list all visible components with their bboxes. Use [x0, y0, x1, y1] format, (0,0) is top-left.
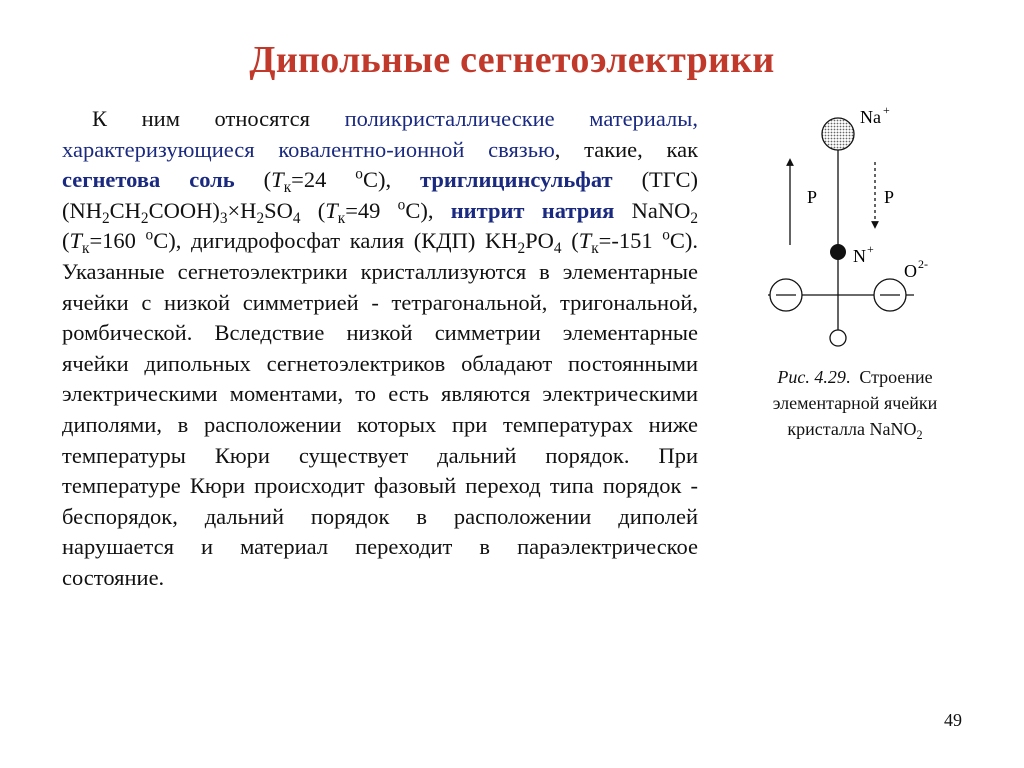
n-charge: +: [867, 242, 874, 256]
text-run: CH: [109, 197, 141, 223]
text-run: =49: [345, 197, 381, 223]
highlighted-text: поликристаллические материалы, характеризующиеся ковалентно-ионной связью: [62, 106, 699, 162]
subscript: к: [337, 209, 346, 227]
na-charge: +: [883, 103, 890, 117]
text-run: (: [317, 197, 326, 223]
text-run: , такие, как: [554, 136, 699, 162]
n-label: N: [853, 246, 866, 266]
subscript: 2: [690, 209, 698, 227]
p-label-right: P: [884, 187, 895, 207]
highlighted-term: нитрит натрия: [450, 197, 615, 223]
text-run: SO: [264, 197, 293, 223]
text-run: PO: [525, 228, 554, 254]
n-ion: [830, 244, 846, 260]
text-run: (: [62, 228, 70, 254]
superscript: o: [355, 165, 363, 183]
highlighted-term: сегнетова соль: [62, 167, 235, 193]
o-charge: 2-: [918, 257, 928, 271]
body-text: [62, 104, 698, 594]
o-label: O: [904, 261, 917, 281]
text-run: =24: [291, 167, 327, 193]
subscript: к: [82, 240, 90, 258]
subscript: 4: [292, 209, 301, 227]
subscript: 4: [553, 240, 562, 258]
highlighted-term: триглицинсульфат: [420, 167, 613, 193]
variable: T: [69, 228, 83, 254]
text-run: (: [263, 167, 272, 193]
paragraph: [62, 104, 698, 594]
subscript: 2: [256, 209, 265, 227]
text-run: NaNO: [631, 197, 691, 223]
p-label-left: P: [807, 187, 818, 207]
text-run: С), дигидрофосфат калия (КДП) KH: [153, 228, 518, 254]
text-run: С),: [362, 167, 392, 193]
caption-punct: .: [845, 367, 851, 387]
subscript: 2: [140, 209, 149, 227]
bottom-ion: [830, 330, 846, 346]
text-run: =-151: [598, 228, 653, 254]
subscript: к: [591, 240, 599, 258]
page-number: 49: [944, 710, 962, 730]
subscript: 2: [517, 240, 526, 258]
text-run: (: [571, 228, 579, 254]
subscript: 2: [102, 209, 110, 227]
subscript: к: [283, 179, 292, 197]
variable: T: [325, 197, 338, 223]
superscript: o: [397, 196, 406, 214]
variable: T: [578, 228, 592, 254]
superscript: o: [662, 226, 670, 244]
text-run: ×H: [227, 197, 257, 223]
superscript: o: [145, 226, 154, 244]
figure-caption: [740, 364, 970, 442]
text-run: С). Указанные сегнетоэлектрики кристаллизуются в элементарные ячейки с низкой симметрией - тетрагональной, тригональной, ромбической. Вследствие низкой симметрии элементарные ячейки дипольных сегнетоэлектриков обладают постоянными электрическими моментами, то есть являются электрическими диполями, в расположении которых при температурах ниже температуры Кюри существует дальний порядок. При температуре Кюри происходит фазовый переход типа порядок - беспорядок, дальний порядок в расположении диполей нарушается и материал переходит в параэлектрическое состояние.: [62, 228, 699, 590]
page-title: Дипольные сегнетоэлектрики: [249, 39, 775, 81]
figure-number: Рис. 4.29: [777, 367, 846, 387]
nano2-cell-diagram: [752, 95, 952, 355]
text-run: COOH): [148, 197, 220, 223]
caption-text: Строение элементарной ячейки кристалла NaNO: [772, 367, 938, 439]
caption-subscript: 2: [916, 427, 923, 442]
text-run: (ТГС) (NH: [62, 167, 699, 223]
text-run: =160: [89, 228, 136, 254]
na-ion: [822, 118, 854, 150]
na-label: Na: [860, 107, 881, 127]
subscript: 3: [219, 209, 228, 227]
text-run: К ним относятся: [92, 106, 310, 131]
text-run: С),: [405, 197, 434, 223]
variable: T: [271, 167, 284, 193]
